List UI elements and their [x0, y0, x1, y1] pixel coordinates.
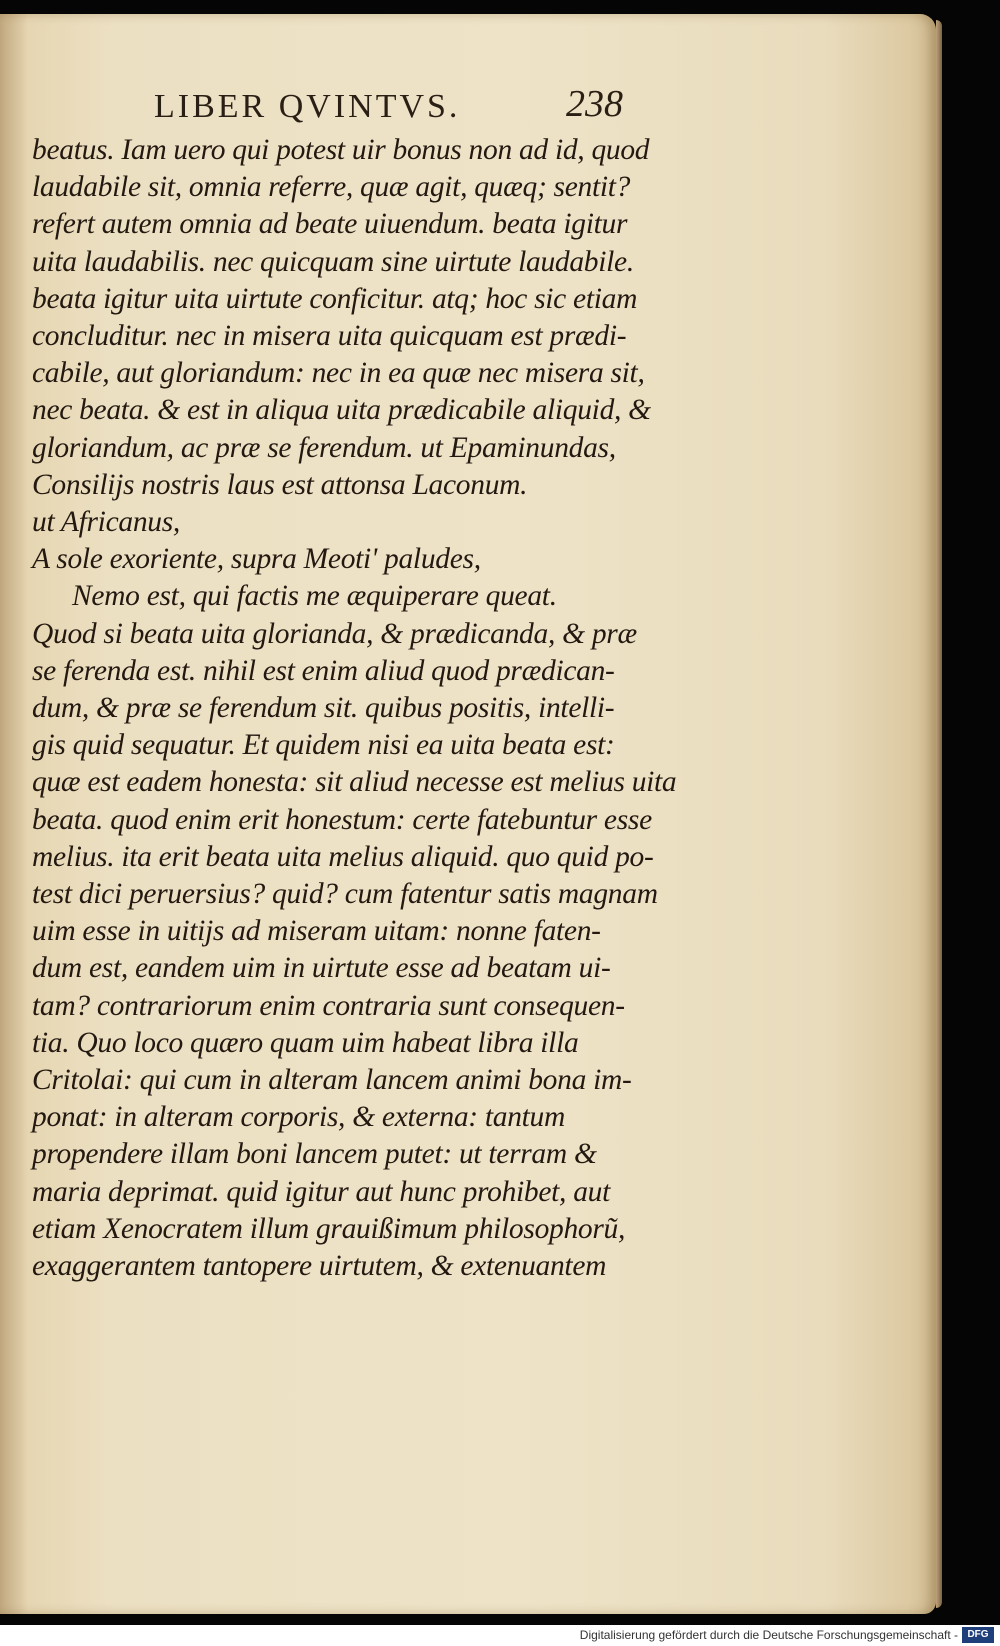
page-edge	[936, 20, 942, 1608]
text-line: tam? contrariorum enim contraria sunt consequen-	[32, 989, 625, 1022]
text-line: Quod si beata uita glorianda, & prædicanda, & præ	[32, 617, 637, 650]
text-line: uita laudabilis. nec quicquam sine uirtute laudabile.	[32, 245, 634, 278]
text-line: concluditur. nec in misera uita quicquam est prædi-	[32, 320, 627, 353]
page-header	[36, 74, 636, 134]
footer-bar	[0, 1625, 1000, 1646]
page-number: 238	[566, 83, 623, 125]
book-page	[0, 14, 936, 1614]
text-line: uim esse in uitijs ad miseram uitam: nonne faten-	[32, 915, 601, 948]
text-line: beata igitur uita uirtute conficitur. atq; hoc sic etiam	[32, 282, 638, 315]
text-line: maria deprimat. quid igitur aut hunc prohibet, aut	[32, 1175, 610, 1208]
text-line: refert autem omnia ad beate uiuendum. beata igitur	[32, 208, 628, 241]
text-line: quæ est eadem honesta: sit aliud necesse est melius uita	[32, 766, 677, 799]
text-line: propendere illam boni lancem putet: ut terram &	[32, 1138, 597, 1171]
text-line: gloriandum, ac præ se ferendum. ut Epaminundas,	[32, 431, 616, 464]
text-line: dum est, eandem uim in uirtute esse ad beatam ui-	[32, 952, 611, 985]
verse-line: A sole exoriente, supra Meoti' paludes,	[32, 543, 481, 576]
text-line: cabile, aut gloriandum: nec in ea quæ nec misera sit,	[32, 357, 645, 390]
text-line: exaggerantem tantopere uirtutem, & extenuantem	[32, 1250, 607, 1283]
funding-credit: Digitalisierung gefördert durch die Deutsche Forschungsgemeinschaft -	[579, 1628, 958, 1642]
page-gutter-shading	[0, 14, 28, 1614]
text-line: Critolai: qui cum in alteram lancem animi bona im-	[32, 1064, 632, 1097]
text-line: nec beata. & est in aliqua uita prædicabile aliquid, &	[32, 394, 651, 427]
text-line: tia. Quo loco quæro quam uim habeat libra illa	[32, 1026, 579, 1059]
text-line: laudabile sit, omnia referre, quæ agit, quæq; sentit?	[32, 171, 631, 204]
body-text	[32, 132, 677, 1285]
text-line: test dici peruersius? quid? cum fatentur satis magnam	[32, 878, 658, 911]
text-line: beata. quod enim erit honestum: certe fatebuntur esse	[32, 803, 652, 836]
running-title: LIBER QVINTVS.	[154, 88, 461, 125]
verse-line: Consilijs nostris laus est attonsa Laconum.	[32, 468, 528, 501]
text-line: gis quid sequatur. Et quidem nisi ea uita beata est:	[32, 729, 615, 762]
text-line: dum, & præ se ferendum sit. quibus positis, intelli-	[32, 692, 615, 725]
verse-line: Nemo est, qui factis me æquiperare queat.	[72, 580, 557, 613]
text-line: beatus. Iam uero qui potest uir bonus non ad id, quod	[32, 134, 650, 166]
dfg-logo: DFG	[962, 1627, 994, 1643]
text-line: melius. ita erit beata uita melius aliquid. quo quid po-	[32, 840, 654, 873]
text-line: etiam Xenocratem illum grauißimum philosophorũ,	[32, 1212, 626, 1245]
text-line: ponat: in alteram corporis, & externa: tantum	[32, 1101, 566, 1134]
text-line: ut Africanus,	[32, 506, 180, 539]
text-line: se ferenda est. nihil est enim aliud quod prædican-	[32, 654, 615, 687]
